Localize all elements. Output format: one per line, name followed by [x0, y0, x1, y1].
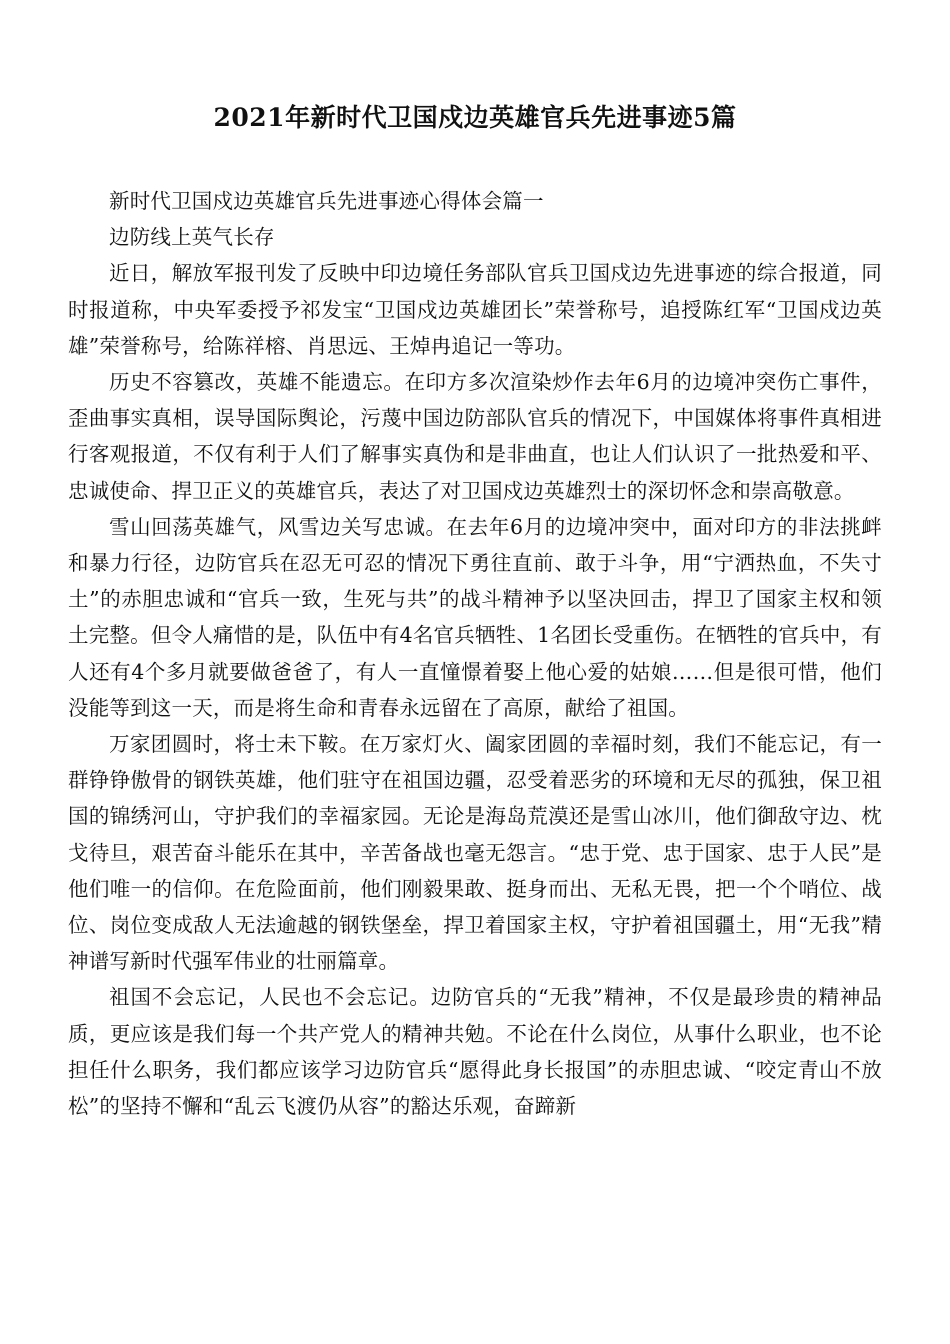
paragraph: 万家团圆时，将士未下鞍。在万家灯火、阖家团圆的幸福时刻，我们不能忘记，有一群铮铮傲骨的钢铁英雄，他们驻守在祖国边疆，忍受着恶劣的环境和无尽的孤独，保卫祖国的锦绣河山，守护我们的幸福家园。无论是海岛荒漠还是雪山冰川，他们御敌守边、枕戈待旦，艰苦奋斗能乐在其中，辛苦备战也毫无怨言。“忠于党、忠于国家、忠于人民”是他们唯一的信仰。在危险面前，他们刚毅果敢、挺身而出、无私无畏，把一个个哨位、战位、岗位变成敌人无法逾越的钢铁堡垒，捍卫着国家主权，守护着祖国疆土，用“无我”精神谱写新时代强军伟业的壮丽篇章。: [68, 732, 882, 974]
paragraph: 近日，解放军报刊发了反映中印边境任务部队官兵卫国戍边先进事迹的综合报道，同时报道称，中央军委授予祁发宝“卫国戍边英雄团长”荣誉称号，追授陈红军“卫国戍边英雄”荣誉称号，给陈祥榕、肖思远、王焯冉追记一等功。: [68, 261, 882, 358]
paragraph: 祖国不会忘记，人民也不会忘记。边防官兵的“无我”精神，不仅是最珍贵的精神品质，更应该是我们每一个共产党人的精神共勉。不论在什么岗位，从事什么职业，也不论担任什么职务，我们都应该学习边防官兵“愿得此身长报国”的赤胆忠诚、“咬定青山不放松”的坚持不懈和“乱云飞渡仍从容”的豁达乐观，奋蹄新: [68, 985, 882, 1119]
paragraph: 历史不容篡改，英雄不能遗忘。在印方多次渲染炒作去年6月的边境冲突伤亡事件，歪曲事实真相，误导国际舆论，污蔑中国边防部队官兵的情况下，中国媒体将事件真相进行客观报道，不仅有利于人们了解事实真伪和是非曲直，也让人们认识了一批热爱和平、忠诚使命、捍卫正义的英雄官兵，表达了对卫国戍边英雄烈士的深切怀念和崇高敬意。: [68, 370, 882, 503]
section-subtitle: 边防线上英气长存: [109, 225, 275, 250]
document-title: 2021年新时代卫国戍边英雄官兵先进事迹5篇: [213, 103, 737, 132]
section-heading: 新时代卫国戍边英雄官兵先进事迹心得体会篇一: [109, 189, 544, 213]
document-body: [68, 183, 882, 1124]
paragraph: 雪山回荡英雄气，风雪边关写忠诚。在去年6月的边境冲突中，面对印方的非法挑衅和暴力行径，边防官兵在忍无可忍的情况下勇往直前、敢于斗争，用“宁洒热血，不失寸土”的赤胆忠诚和“官兵一致，生死与共”的战斗精神予以坚决回击，捍卫了国家主权和领土完整。但令人痛惜的是，队伍中有4名官兵牺牲、1名团长受重伤。在牺牲的官兵中，有人还有4个多月就要做爸爸了，有人一直憧憬着娶上他心爱的姑娘……但是很可惜，他们没能等到这一天，而是将生命和青春永远留在了高原，献给了祖国。: [68, 514, 882, 720]
